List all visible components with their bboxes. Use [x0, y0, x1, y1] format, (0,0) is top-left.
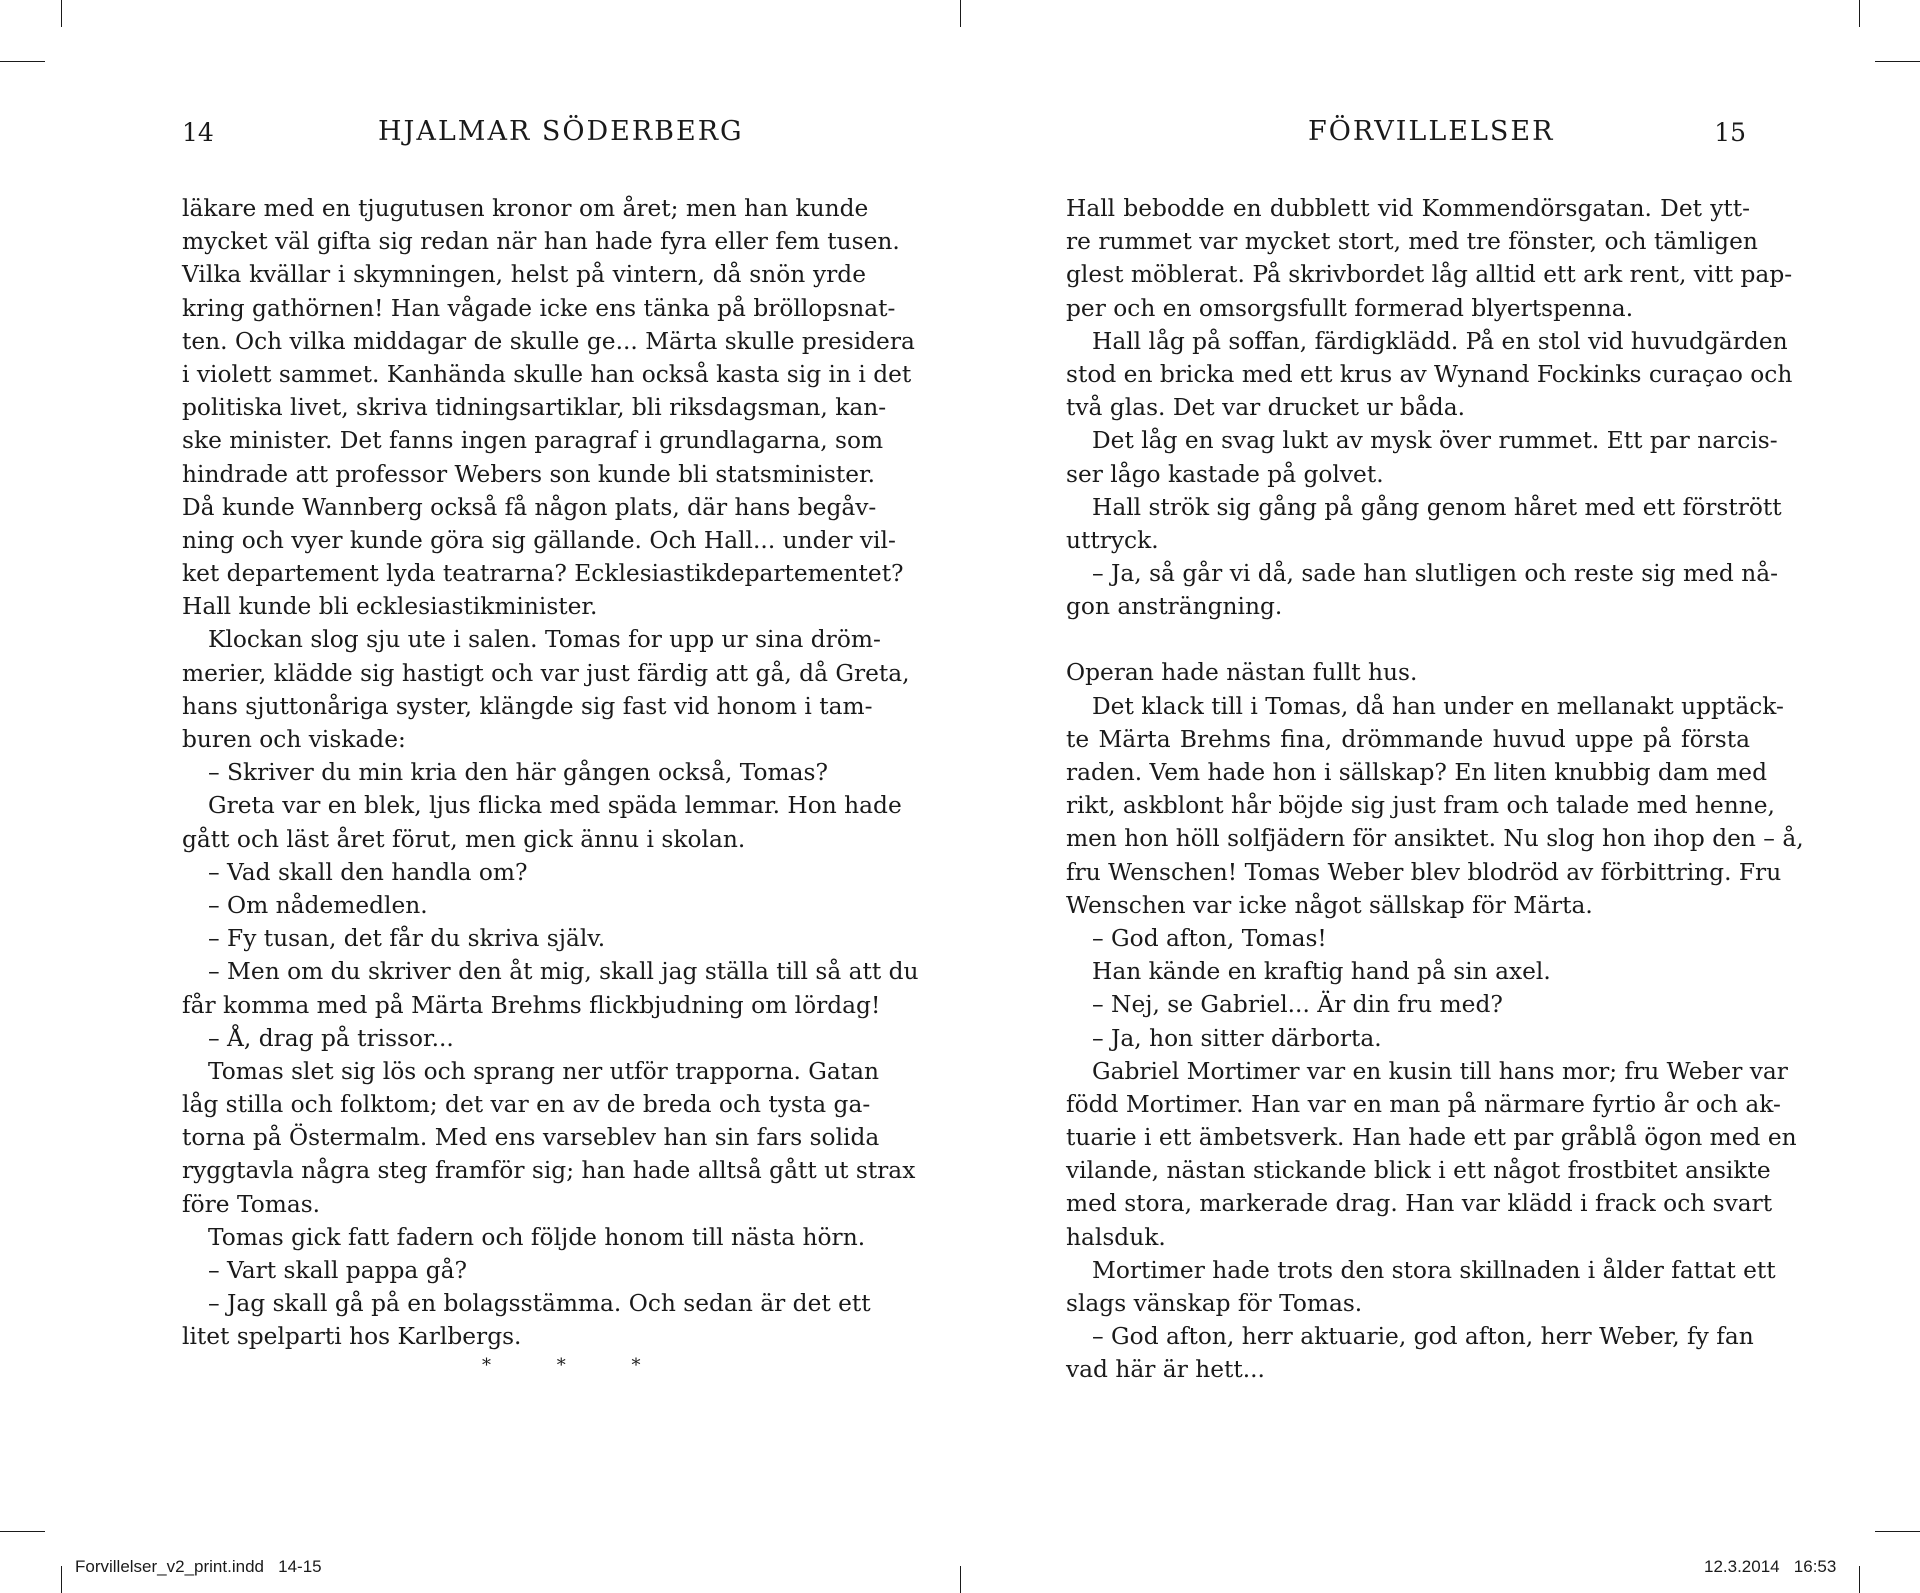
text-line: ning och vyer kunde göra sig gällande. Och Hall... under vil- — [182, 526, 896, 554]
text-line: – God afton, Tomas! — [1092, 924, 1327, 952]
text-line: ser lågo kastade på golvet. — [1066, 460, 1384, 488]
running-head-author: HJALMAR SÖDERBERG — [378, 116, 744, 147]
text-line: per och en omsorgsfullt formerad blyertspenna. — [1066, 294, 1634, 322]
text-line: – Fy tusan, det får du skriva själv. — [208, 925, 606, 953]
text-line: Mortimer hade trots den stora skillnaden i ålder fattat ett — [1092, 1256, 1776, 1284]
text-line: ske minister. Det fanns ingen paragraf i grundlagarna, som — [182, 427, 884, 455]
slug-datetime: 12.3.2014 16:53 — [1704, 1557, 1837, 1576]
text-line: i violett sammet. Kanhända skulle han också kasta sig in i det — [182, 360, 912, 388]
text-line: merier, klädde sig hastigt och var just färdig att gå, då Greta, — [182, 659, 910, 687]
text-line: – Vart skall pappa gå? — [208, 1257, 468, 1284]
text-line: halsduk. — [1066, 1223, 1166, 1251]
crop-mark — [0, 1531, 45, 1532]
text-line: fru Wenschen! Tomas Weber blev blodröd av förbittring. Fru — [1066, 858, 1782, 886]
text-line: – Om nådemedlen. — [208, 891, 428, 919]
text-line: uttryck. — [1066, 526, 1159, 554]
section-break: * * * — [482, 1354, 671, 1376]
text-line: slags vänskap för Tomas. — [1066, 1290, 1363, 1317]
text-line: före Tomas. — [182, 1190, 321, 1218]
text-line: Han kände en kraftig hand på sin axel. — [1092, 958, 1551, 986]
text-line: te Märta Brehms fina, drömmande huvud uppe på första — [1066, 725, 1750, 753]
running-header — [1066, 110, 1750, 160]
text-line: stod en bricka med ett krus av Wynand Fockinks curaçao och — [1066, 360, 1793, 388]
text-line: – Men om du skriver den åt mig, skall jag ställa till så att du — [208, 958, 919, 986]
text-line: Vilka kvällar i skymningen, helst på vintern, då snön yrde — [182, 261, 866, 289]
text-line: – Jag skall gå på en bolagsstämma. Och sedan är det ett — [208, 1290, 871, 1318]
text-line: Det klack till i Tomas, då han under en mellanakt upptäck- — [1092, 692, 1784, 720]
text-line: ryggtavla några steg framför sig; han hade alltså gått ut strax — [182, 1157, 916, 1185]
text-line: politiska livet, skriva tidningsartiklar, bli riksdagsman, kan- — [182, 394, 887, 422]
text-line: men hon höll solfjädern för ansiktet. Nu slog hon ihop den – å, — [1066, 825, 1804, 853]
text-line: med stora, markerade drag. Han var klädd i frack och svart — [1066, 1190, 1773, 1218]
text-line: tuarie i ett ämbetsverk. Han hade ett par gråblå ögon med en — [1066, 1124, 1797, 1152]
crop-mark — [0, 61, 45, 62]
text-line: ten. Och vilka middagar de skulle ge... Märta skulle presidera — [182, 327, 915, 355]
text-line: torna på Östermalm. Med ens varseblev han sin fars solida — [182, 1124, 880, 1152]
section-gap — [1066, 623, 1750, 656]
text-line: – Å, drag på trissor... — [208, 1024, 454, 1052]
fold-mark — [960, 0, 961, 27]
text-line: läkare med en tjugutusen kronor om året; men han kunde — [182, 195, 869, 222]
crop-mark — [61, 1566, 62, 1593]
text-line: litet spelparti hos Karlbergs. — [182, 1323, 522, 1351]
text-line: glest möblerat. På skrivbordet låg alltid ett ark rent, vitt pap- — [1066, 261, 1793, 289]
text-line: – God afton, herr aktuarie, god afton, herr Weber, fy fan — [1092, 1323, 1754, 1351]
text-line: rikt, askblont hår böjde sig just fram och talade med henne, — [1066, 792, 1775, 820]
text-line: ket departement lyda teatrarna? Ecklesiastikdepartementet? — [182, 560, 904, 588]
text-line: hindrade att professor Webers son kunde bli statsminister. — [182, 460, 875, 488]
text-line: gon ansträngning. — [1066, 593, 1283, 621]
crop-mark — [1859, 1566, 1860, 1593]
text-line: – Ja, hon sitter därborta. — [1092, 1024, 1382, 1052]
text-line: Greta var en blek, ljus flicka med späda lemmar. Hon hade — [208, 792, 902, 820]
text-line: buren och viskade: — [182, 726, 406, 753]
crop-mark — [1859, 0, 1860, 27]
left-page — [182, 110, 919, 1378]
text-line: gått och läst året förut, men gick ännu i skolan. — [182, 825, 746, 853]
text-line: – Ja, så går vi då, sade han slutligen och reste sig med nå- — [1092, 560, 1778, 588]
page-number: 15 — [1714, 118, 1746, 147]
body-text — [182, 192, 919, 1354]
text-line: Operan hade nästan fullt hus. — [1066, 659, 1418, 687]
body-text — [1066, 192, 1804, 1387]
crop-mark — [1875, 1531, 1920, 1532]
text-line: Det låg en svag lukt av mysk över rummet. Ett par narcis- — [1092, 427, 1778, 455]
running-header — [182, 110, 866, 160]
text-line: – Vad skall den handla om? — [208, 858, 528, 886]
right-page — [1066, 110, 1804, 1387]
text-line: – Skriver du min kria den här gången också, Tomas? — [208, 759, 828, 787]
fold-mark — [960, 1566, 961, 1593]
text-line: två glas. Det var drucket ur båda. — [1066, 394, 1465, 422]
crop-mark — [1875, 61, 1920, 62]
text-line: raden. Vem hade hon i sällskap? En liten knubbig dam med — [1066, 759, 1768, 786]
text-line: Hall låg på soffan, färdigklädd. På en stol vid huvudgärden — [1092, 327, 1788, 355]
text-line: Hall kunde bli ecklesiastikminister. — [182, 593, 598, 621]
text-line: vad här är hett... — [1066, 1356, 1265, 1384]
text-line: född Mortimer. Han var en man på närmare fyrtio år och ak- — [1066, 1090, 1781, 1118]
text-line: Då kunde Wannberg också få någon plats, där hans begåv- — [182, 493, 877, 521]
text-line: Hall bebodde en dubblett vid Kommendörsgatan. Det ytt- — [1066, 195, 1750, 222]
text-line: Hall strök sig gång på gång genom håret med ett förstrött — [1092, 493, 1782, 521]
text-line: låg stilla och folktom; det var en av de breda och tysta ga- — [182, 1091, 871, 1119]
text-line: hans sjuttonåriga syster, klängde sig fast vid honom i tam- — [182, 692, 873, 720]
page-number: 14 — [182, 118, 214, 147]
text-line: – Nej, se Gabriel... Är din fru med? — [1092, 991, 1503, 1019]
crop-mark — [61, 0, 62, 27]
slug-filename: Forvillelser_v2_print.indd 14-15 — [75, 1557, 322, 1576]
text-line: vilande, nästan stickande blick i ett något frostbitet ansikte — [1066, 1157, 1771, 1185]
text-line: Klockan slog sju ute i salen. Tomas for upp ur sina dröm- — [208, 626, 881, 654]
running-head-title: FÖRVILLELSER — [1308, 116, 1555, 147]
text-line: Tomas gick fatt fadern och följde honom till nästa hörn. — [208, 1223, 866, 1251]
text-line: Wenschen var icke något sällskap för Märta. — [1066, 891, 1593, 919]
text-line: Tomas slet sig lös och sprang ner utför trapporna. Gatan — [208, 1057, 880, 1085]
text-line: får komma med på Märta Brehms flickbjudning om lördag! — [182, 991, 881, 1019]
text-line: Gabriel Mortimer var en kusin till hans mor; fru Weber var — [1092, 1057, 1788, 1085]
text-line: mycket väl gifta sig redan när han hade fyra eller fem tusen. — [182, 228, 900, 256]
text-line: re rummet var mycket stort, med tre fönster, och tämligen — [1066, 228, 1758, 256]
text-line: kring gathörnen! Han vågade icke ens tänka på bröllopsnat- — [182, 294, 896, 322]
